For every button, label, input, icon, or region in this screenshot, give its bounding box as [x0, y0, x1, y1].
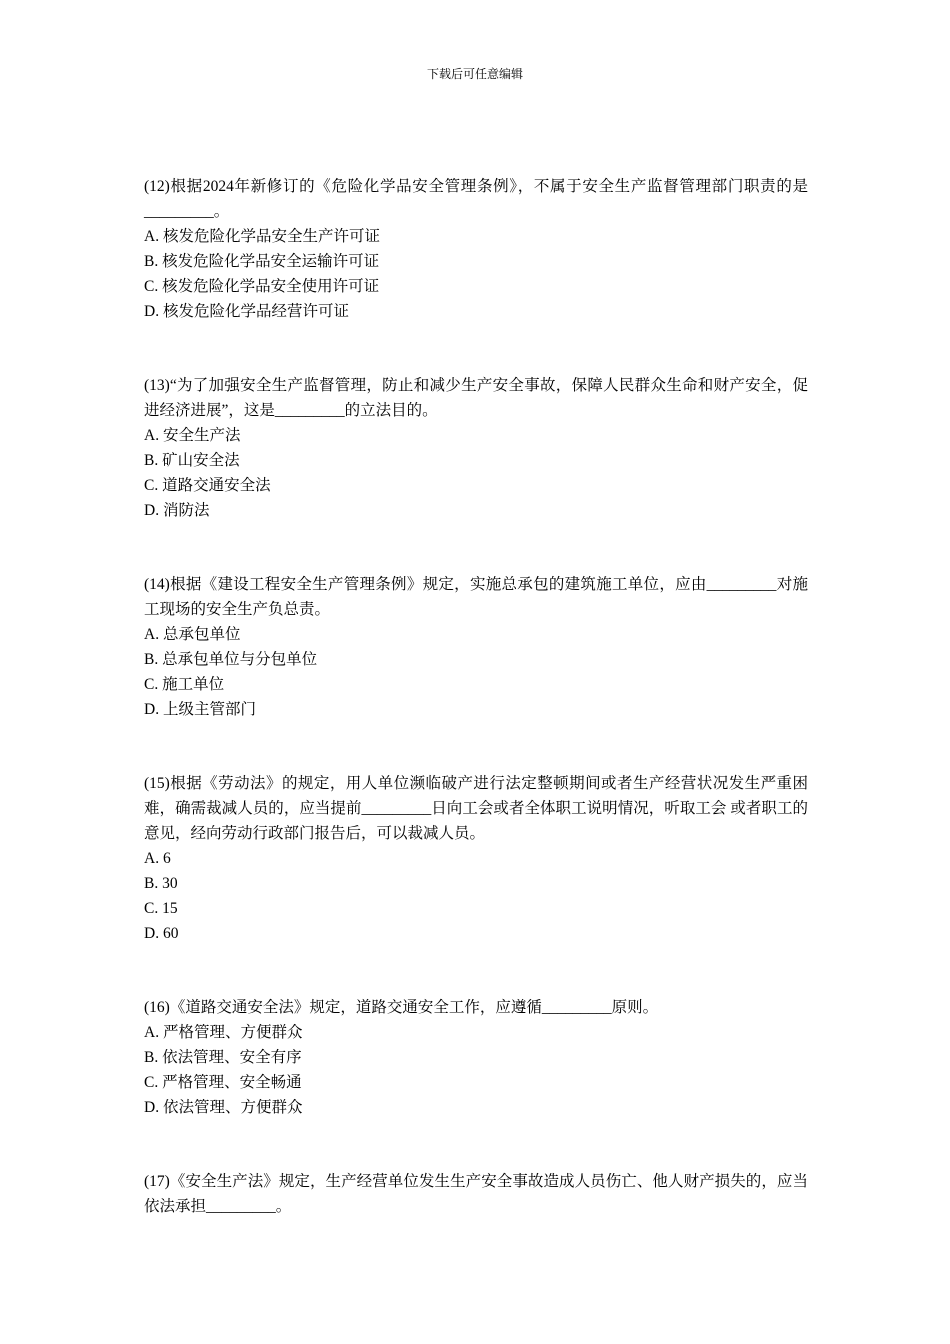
question-14 [144, 572, 808, 722]
option-c: C. 15 [144, 900, 178, 917]
question-text: (13)“为了加强安全生产监督管理，防止和减少生产安全事故，保障人民群众生命和财产安全，促进经济进展”，这是_________的立法目的。 [144, 377, 808, 419]
option-d: D. 消防法 [144, 502, 210, 519]
option-b: B. 依法管理、安全有序 [144, 1049, 302, 1066]
option-d: D. 60 [144, 925, 179, 942]
question-text: (16)《道路交通安全法》规定，道路交通安全工作，应遵循_________原则。 [144, 999, 659, 1016]
question-15 [144, 771, 808, 946]
option-d: D. 上级主管部门 [144, 701, 256, 718]
question-text: (17)《安全生产法》规定，生产经营单位发生生产安全事故造成人员伤亡、他人财产损失的，应当依法承担_________。 [144, 1173, 808, 1215]
question-13 [144, 373, 808, 523]
option-a: A. 安全生产法 [144, 427, 241, 444]
option-a: A. 总承包单位 [144, 626, 241, 643]
question-12 [144, 174, 808, 324]
option-a: A. 核发危险化学品安全生产许可证 [144, 228, 380, 245]
option-b: B. 总承包单位与分包单位 [144, 651, 318, 668]
option-b: B. 核发危险化学品安全运输许可证 [144, 253, 380, 270]
question-16 [144, 995, 808, 1120]
option-c: C. 施工单位 [144, 676, 225, 693]
question-17 [144, 1169, 808, 1219]
question-text: (14)根据《建设工程安全生产管理条例》规定，实施总承包的建筑施工单位，应由_________对施工现场的安全生产负总责。 [144, 576, 808, 618]
page-header: 下载后可任意编辑 [426, 67, 523, 81]
option-c: C. 道路交通安全法 [144, 477, 271, 494]
option-d: D. 依法管理、方便群众 [144, 1099, 303, 1116]
option-a: A. 6 [144, 850, 171, 867]
option-c: C. 核发危险化学品安全使用许可证 [144, 278, 380, 295]
question-text: (15)根据《劳动法》的规定，用人单位濒临破产进行法定整顿期间或者生产经营状况发生严重困难，确需裁减人员的，应当提前_________日向工会或者全体职工说明情况，听取工会 或者职工的意见，经向劳动行政部门报告后，可以裁减人员。 [144, 775, 808, 842]
question-text: (12)根据2024年新修订的《危险化学品安全管理条例》，不属于安全生产监督管理部门职责的是_________。 [144, 178, 808, 220]
option-a: A. 严格管理、方便群众 [144, 1024, 303, 1041]
option-d: D. 核发危险化学品经营许可证 [144, 303, 349, 320]
option-b: B. 矿山安全法 [144, 452, 240, 469]
option-b: B. 30 [144, 875, 178, 892]
option-c: C. 严格管理、安全畅通 [144, 1074, 302, 1091]
